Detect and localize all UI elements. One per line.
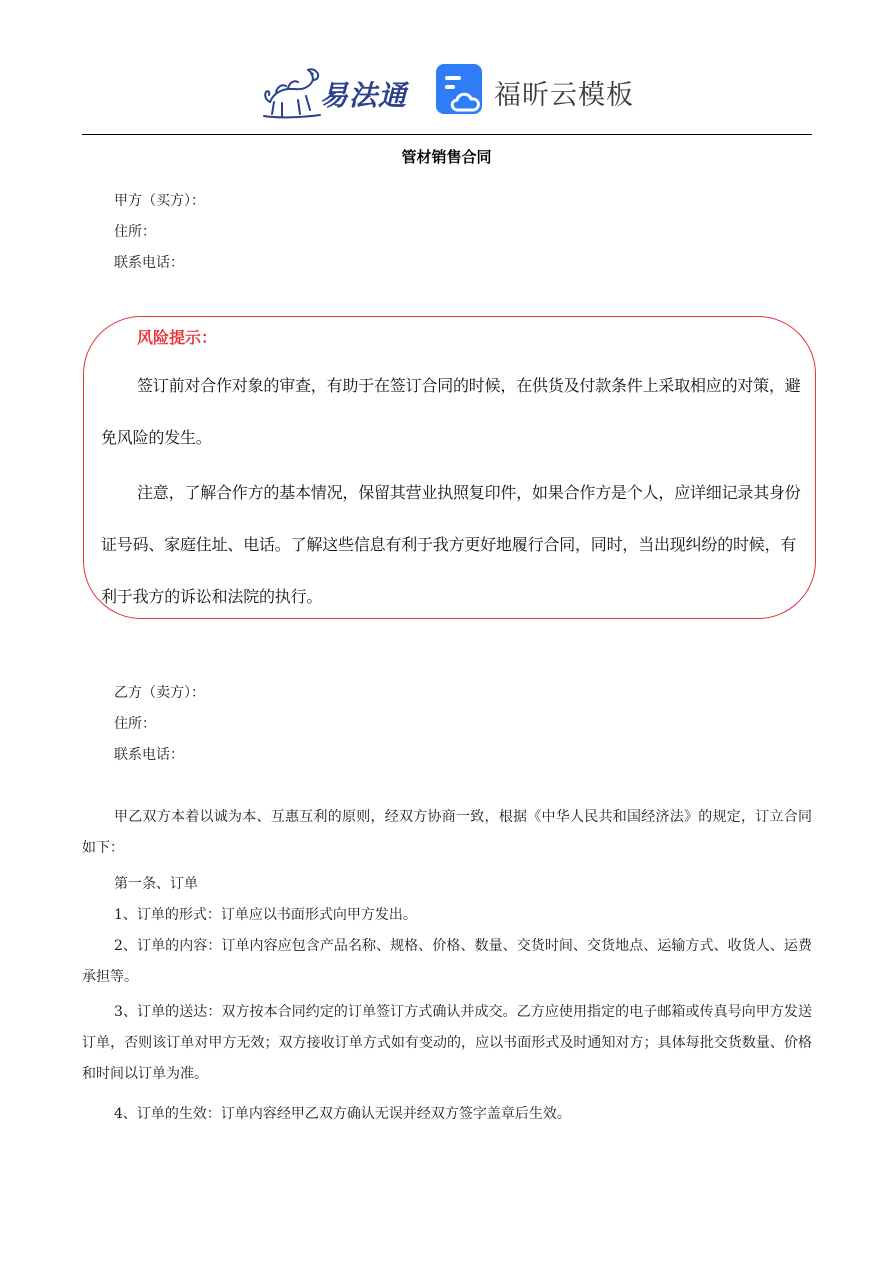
clause-4: 4、订单的生效：订单内容经甲乙双方确认无误并经双方签字盖章后生效。 <box>114 1106 571 1122</box>
party-a-label: 甲方（买方）： <box>114 193 205 209</box>
article-1-heading: 第一条、订单 <box>114 876 198 892</box>
page-header <box>0 58 893 126</box>
party-a-phone: 联系电话： <box>114 255 184 271</box>
intro-paragraph: 甲乙双方本着以诚为本、互惠互利的原则，经双方协商一致，根据《中华人民共和国经济法》的规定，订立合同如下： <box>82 809 812 856</box>
clause-1: 1、订单的形式：订单应以书面形式向甲方发出。 <box>114 907 417 923</box>
party-b-address: 住所： <box>114 716 156 732</box>
risk-notice-title: 风险提示： <box>137 328 218 347</box>
party-b-phone: 联系电话： <box>114 747 184 763</box>
party-b-block <box>114 678 205 771</box>
yifatong-logo-text: 易法通 <box>320 79 408 112</box>
party-b-label: 乙方（卖方）： <box>114 685 205 701</box>
fuxin-logo-text: 福昕云模板 <box>494 80 634 111</box>
party-a-block <box>114 186 205 279</box>
yifatong-logo <box>262 62 412 120</box>
risk-notice-paragraph-2: 注意，了解合作方的基本情况，保留其营业执照复印件，如果合作方是个人，应详细记录其身份证号码、家庭住址、电话。了解这些信息有利于我方更好地履行合同，同时，当出现纠纷的时候，有利于我方的诉讼和法院的执行。 <box>101 483 801 606</box>
qilin-icon <box>262 62 324 120</box>
risk-notice-paragraph-1: 签订前对合作对象的审查，有助于在签订合同的时候，在供货及付款条件上采取相应的对策，避免风险的发生。 <box>101 376 801 447</box>
clause-2: 2、订单的内容：订单内容应包含产品名称、规格、价格、数量、交货时间、交货地点、运输方式、收货人、运费承担等。 <box>82 938 812 985</box>
fuxin-logo <box>436 64 636 118</box>
clause-3: 3、订单的送达：双方按本合同约定的订单签订方式确认并成交。乙方应使用指定的电子邮箱或传真号向甲方发送订单，否则该订单对甲方无效；双方接收订单方式如有变动的，应以书面形式及时通知对方；具体每批交货数量、价格和时间以订单为准。 <box>82 1004 812 1082</box>
header-divider <box>82 134 812 135</box>
document-title: 管材销售合同 <box>401 148 492 166</box>
party-a-address: 住所： <box>114 224 156 240</box>
cloud-document-icon <box>436 64 486 116</box>
